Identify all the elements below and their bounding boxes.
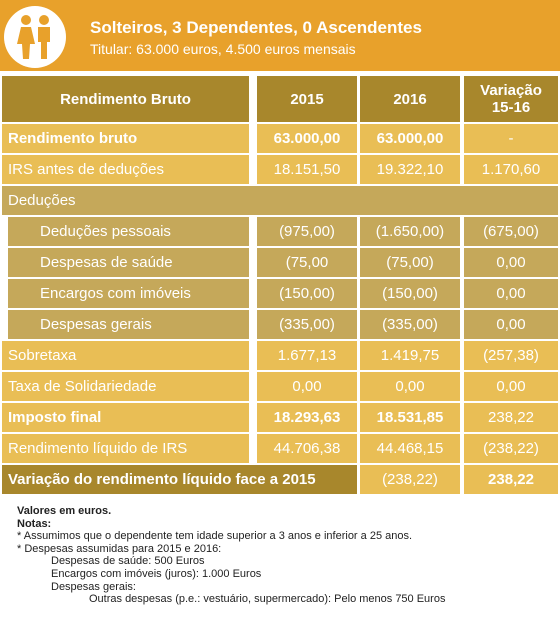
column-header-label: Rendimento Bruto [2,76,249,122]
note-line: Encargos com imóveis (juros): 1.000 Euros [51,567,262,580]
table-section-row [2,186,558,215]
value-2015: 0,00 [257,372,357,401]
value-2016: (238,22) [360,465,460,494]
note-line: Outras despesas (p.e.: vestuário, supermercado): Pelo menos 750 Euros [89,593,446,606]
value-2016: (150,00) [360,279,460,308]
value-2016: 1.419,75 [360,341,460,370]
value-2015: (75,00 [257,248,357,277]
row-label: Despesas gerais [8,310,249,339]
value-variation: 0,00 [464,372,558,401]
value-2016: 44.468,15 [360,434,460,463]
family-icon [4,6,66,68]
table-row [2,217,558,246]
row-label: Sobretaxa [2,341,249,370]
table-row [2,248,558,277]
value-variation: (238,22) [464,434,558,463]
value-variation: (257,38) [464,341,558,370]
value-2015: 18.151,50 [257,155,357,184]
row-label: Variação do rendimento líquido face a 2015 [2,465,357,494]
units-note: Valores em euros. [17,505,112,517]
value-2015: 18.293,63 [257,403,357,432]
value-variation: (675,00) [464,217,558,246]
note-line: Despesas de saúde: 500 Euros [51,555,205,568]
column-header-2015: 2015 [257,76,357,122]
table-row [2,341,558,370]
value-2016: 18.531,85 [360,403,460,432]
value-variation: 1.170,60 [464,155,558,184]
table-header-row [2,76,558,122]
scenario-header [0,0,560,71]
row-label: Imposto final [2,403,249,432]
value-variation: - [464,124,558,153]
table-row [2,124,558,153]
value-2015: (975,00) [257,217,357,246]
value-2016: 63.000,00 [360,124,460,153]
value-variation: 0,00 [464,310,558,339]
row-label: Rendimento bruto [2,124,249,153]
table-row [2,310,558,339]
header-title: Solteiros, 3 Dependentes, 0 Ascendentes [90,18,422,37]
value-variation: 0,00 [464,248,558,277]
table-row [2,279,558,308]
value-2016: (335,00) [360,310,460,339]
value-2015: (150,00) [257,279,357,308]
header-subtitle: Titular: 63.000 euros, 4.500 euros mensais [90,41,356,57]
table-row [2,372,558,401]
row-label: Despesas de saúde [8,248,249,277]
value-2016: 0,00 [360,372,460,401]
row-label: Taxa de Solidariedade [2,372,249,401]
table-row [2,155,558,184]
column-header-2016: 2016 [360,76,460,122]
notes-section [17,505,557,606]
value-2015: 63.000,00 [257,124,357,153]
value-2016: (1.650,00) [360,217,460,246]
tax-table [2,76,558,496]
value-variation: 0,00 [464,279,558,308]
column-header-variation: Variação 15-16 [464,76,558,122]
value-2016: 19.322,10 [360,155,460,184]
row-label: Rendimento líquido de IRS [2,434,249,463]
section-label-deducoes: Deduções [2,186,558,215]
table-row [2,403,558,432]
value-2015: 1.677,13 [257,341,357,370]
note-line: Despesas gerais: [51,580,136,593]
value-variation: 238,22 [464,403,558,432]
table-row [2,434,558,463]
row-label: IRS antes de deduções [2,155,249,184]
row-label: Encargos com imóveis [8,279,249,308]
value-2015: (335,00) [257,310,357,339]
note-line: * Assumimos que o dependente tem idade superior a 3 anos e inferior a 25 anos. [17,530,413,543]
notes-heading: Notas: [17,517,52,530]
note-line: * Despesas assumidas para 2015 e 2016: [17,542,222,555]
table-row-summary [2,465,558,494]
row-label: Deduções pessoais [8,217,249,246]
value-variation: 238,22 [464,465,558,494]
value-2016: (75,00) [360,248,460,277]
value-2015: 44.706,38 [257,434,357,463]
